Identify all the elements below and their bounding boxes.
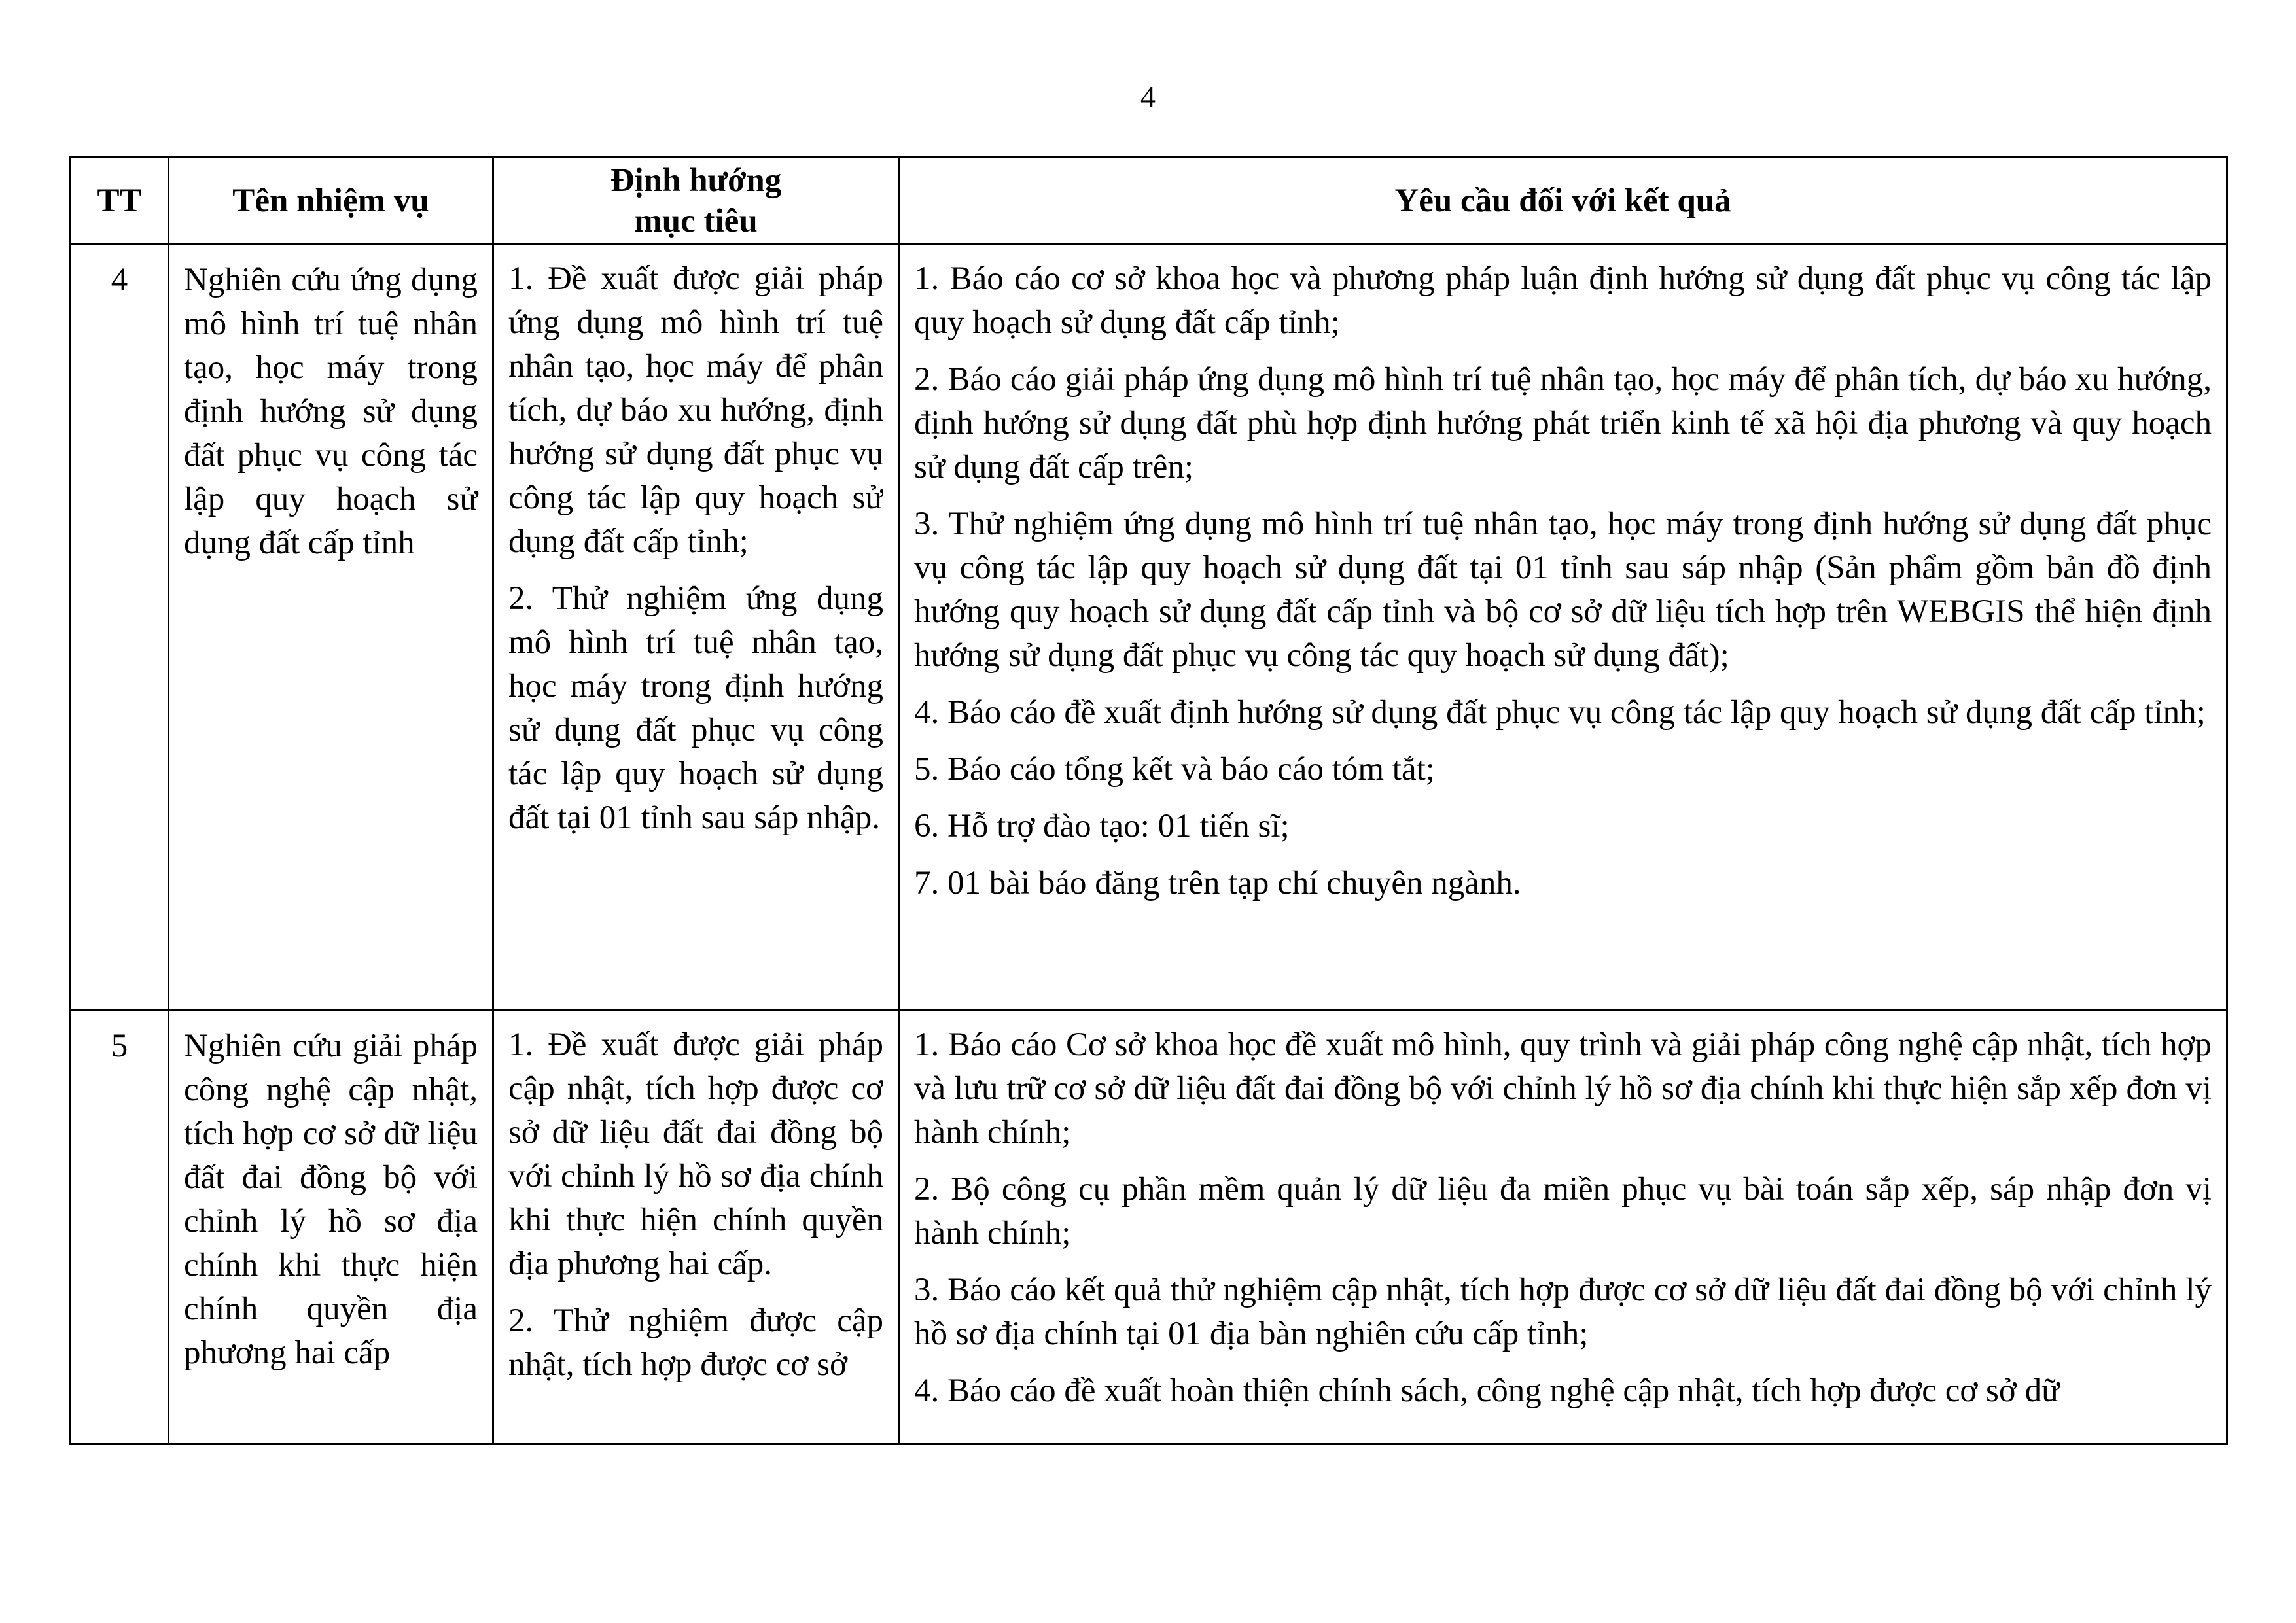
orientation-item: 2. Thử nghiệm được cập nhật, tích hợp được cơ sở: [508, 1302, 883, 1383]
requirement-item: 1. Báo cáo Cơ sở khoa học đề xuất mô hình, quy trình và giải pháp công nghệ cập nhật, tích hợp và lưu trữ cơ sở dữ liệu đất đai đồng bộ với chỉnh lý hồ sơ địa chính khi thực hiện sắp xếp đơn vị hành chính;: [914, 1026, 2212, 1151]
requirement-item: 1. Báo cáo cơ sở khoa học và phương pháp luận định hướng sử dụng đất phục vụ công tác lập quy hoạch sử dụng đất cấp tỉnh;: [914, 260, 2212, 341]
row-requirements: [899, 1011, 2227, 1444]
page-number: 4: [1140, 80, 1156, 113]
requirement-item: 2. Báo cáo giải pháp ứng dụng mô hình trí tuệ nhân tạo, học máy để phân tích, dự báo xu hướng, định hướng sử dụng đất phù hợp định hướng phát triển kinh tế xã hội địa phương và quy hoạch sử dụng đất cấp trên;: [914, 361, 2212, 485]
row-task-name: Nghiên cứu ứng dụng mô hình trí tuệ nhân tạo, học máy trong định hướng sử dụng đất phục vụ công tác lập quy hoạch sử dụng đất cấp tỉnh: [169, 245, 493, 1011]
header-requirements: Yêu cầu đối với kết quả: [899, 157, 2227, 245]
row-orientation: [493, 1011, 899, 1444]
requirement-item: 2. Bộ công cụ phần mềm quản lý dữ liệu đa miền phục vụ bài toán sắp xếp, sáp nhập đơn vị hành chính;: [914, 1171, 2212, 1251]
requirement-item: 3. Thử nghiệm ứng dụng mô hình trí tuệ nhân tạo, học máy trong định hướng sử dụng đất phục vụ công tác lập quy hoạch sử dụng đất tại 01 tỉnh sau sáp nhập (Sản phẩm gồm bản đồ định hướng quy hoạch sử dụng đất cấp tỉnh và bộ cơ sở dữ liệu tích hợp trên WEBGIS thể hiện định hướng sử dụng đất phục vụ công tác quy hoạch sử dụng đất);: [914, 506, 2212, 674]
header-orientation: [493, 157, 899, 245]
header-tt: TT: [71, 157, 169, 245]
row-tt: 4: [71, 245, 169, 1011]
header-orientation-line2: mục tiêu: [634, 202, 758, 239]
orientation-item: 1. Đề xuất được giải pháp cập nhật, tích hợp được cơ sở dữ liệu đất đai đồng bộ với chỉnh lý hồ sơ địa chính khi thực hiện chính quyền địa phương hai cấp.: [508, 1026, 883, 1282]
row-orientation: [493, 245, 899, 1011]
table-row: [71, 1011, 2227, 1444]
requirement-item: 6. Hỗ trợ đào tạo: 01 tiến sĩ;: [914, 808, 1290, 845]
requirement-item: 7. 01 bài báo đăng trên tạp chí chuyên ngành.: [914, 865, 1521, 901]
requirement-item: 4. Báo cáo đề xuất hoàn thiện chính sách, công nghệ cập nhật, tích hợp được cơ sở dữ: [914, 1372, 2060, 1409]
header-orientation-line1: Định hướng: [610, 162, 782, 199]
table-row: [71, 245, 2227, 1011]
requirement-item: 3. Báo cáo kết quả thử nghiệm cập nhật, tích hợp được cơ sở dữ liệu đất đai đồng bộ với chỉnh lý hồ sơ địa chính tại 01 địa bàn nghiên cứu cấp tỉnh;: [914, 1272, 2212, 1352]
row-requirements: [899, 245, 2227, 1011]
orientation-item: 1. Đề xuất được giải pháp ứng dụng mô hình trí tuệ nhân tạo, học máy để phân tích, dự báo xu hướng, định hướng sử dụng đất phục vụ công tác lập quy hoạch sử dụng đất cấp tỉnh;: [508, 260, 883, 560]
requirement-item: 5. Báo cáo tổng kết và báo cáo tóm tắt;: [914, 751, 1435, 788]
tasks-table: [69, 156, 2228, 1445]
orientation-item: 2. Thử nghiệm ứng dụng mô hình trí tuệ nhân tạo, học máy trong định hướng sử dụng đất phục vụ công tác lập quy hoạch sử dụng đất tại 01 tỉnh sau sáp nhập.: [508, 580, 883, 836]
table-header-row: [71, 157, 2227, 245]
row-task-name: Nghiên cứu giải pháp công nghệ cập nhật, tích hợp cơ sở dữ liệu đất đai đồng bộ với chỉnh lý hồ sơ địa chính khi thực hiện chính quyền địa phương hai cấp: [169, 1011, 493, 1444]
header-task-name: Tên nhiệm vụ: [169, 157, 493, 245]
row-tt: 5: [71, 1011, 169, 1444]
requirement-item: 4. Báo cáo đề xuất định hướng sử dụng đất phục vụ công tác lập quy hoạch sử dụng đất cấp tỉnh;: [914, 694, 2206, 731]
